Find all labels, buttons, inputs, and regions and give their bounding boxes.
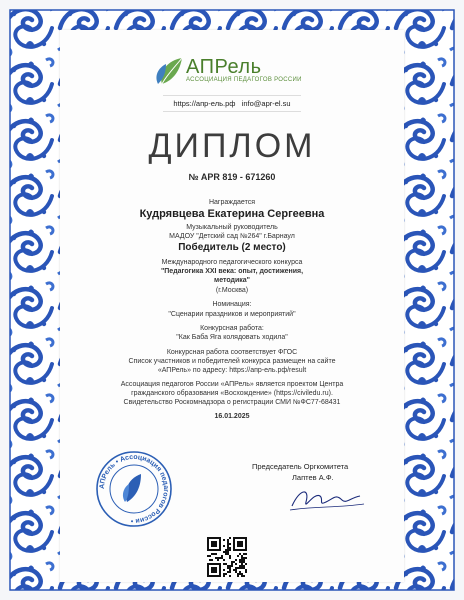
recipient-institution: МАДОУ "Детский сад №264" г.Барнаул <box>169 233 295 240</box>
site-link[interactable]: https://апр-ель.рф <box>173 99 236 108</box>
qr-code-icon <box>207 537 247 577</box>
signature-icon <box>286 482 366 516</box>
diploma-title: ДИПЛОМ <box>148 127 316 165</box>
nomination-label: Номинация: <box>212 301 252 308</box>
work-label: Конкурсная работа: <box>200 325 264 332</box>
place-result: Победитель (2 место) <box>178 242 286 253</box>
diploma-content <box>60 30 404 582</box>
contest-label: Международного педагогического конкурса <box>161 259 303 266</box>
logo-title: АПРель <box>186 56 262 78</box>
results-note-line2: «АПРель» по адресу: https://апр-ель.рф/result <box>157 367 307 374</box>
results-note-line1: Список участников и победителей конкурса размещен на сайте <box>128 358 336 365</box>
work-value: "Как Баба Яга колядовать ходила" <box>176 334 288 341</box>
awarded-label: Награждается <box>208 199 256 206</box>
logo-text <box>186 56 302 83</box>
diploma-number: № APR 819 - 671260 <box>188 172 276 182</box>
signer-name: Лаптев А.Ф. <box>292 473 334 482</box>
recipient-position: Музыкальный руководитель <box>186 224 278 231</box>
nomination-value: "Сценарии праздников и мероприятий" <box>168 311 296 318</box>
association-note-line1: Ассоциация педагогов России «АПРель» является проектом Центра <box>120 381 344 388</box>
association-note-line3: Свидетельство Роскомнадзора о регистрации СМИ №ФС77-68431 <box>123 399 341 406</box>
contest-name-line1: "Педагогика XXI века: опыт, достижения, <box>160 268 304 275</box>
recipient-name: Кудрявцева Екатерина Сергеевна <box>139 208 325 220</box>
association-note-line2: гражданского образования «Восхождение» (https://civiledu.ru). <box>131 390 333 397</box>
logo-subtitle: АССОЦИАЦИЯ ПЕДАГОГОВ РОССИИ <box>186 77 302 83</box>
contacts-bar <box>60 95 404 112</box>
stamp-ring-text: АПРель • Ассоциация педагогов России • <box>98 453 170 525</box>
contest-name-line2: методика" <box>214 277 250 284</box>
issue-date: 16.01.2025 <box>214 413 250 420</box>
organization-stamp-icon <box>95 450 173 528</box>
email-link[interactable]: info@apr-el.su <box>241 99 291 108</box>
signer-title: Председатель Оргкомитета <box>252 462 349 471</box>
fgos-note: Конкурсная работа соответствует ФГОС <box>166 349 298 356</box>
contest-city: (г.Москва) <box>215 287 249 294</box>
